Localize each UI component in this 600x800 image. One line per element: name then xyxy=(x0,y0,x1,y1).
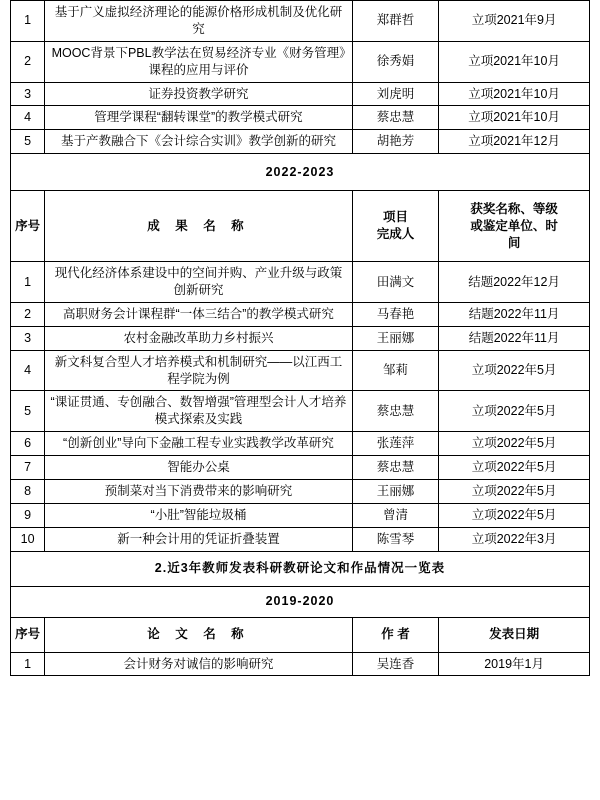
header-date: 获奖名称、等级 或鉴定单位、时 间 xyxy=(439,191,590,262)
row-no: 5 xyxy=(11,130,45,154)
row-name: 证券投资教学研究 xyxy=(45,82,353,106)
table-row xyxy=(11,456,590,480)
papers-section-title: 2.近3年教师发表科研教研论文和作品情况一览表 xyxy=(11,551,590,586)
projects-table-2021 xyxy=(10,0,590,676)
row-person: 田满文 xyxy=(352,262,438,303)
header-name: 成 果 名 称 xyxy=(45,191,353,262)
year-heading-row xyxy=(11,154,590,191)
row-date: 立项2022年5月 xyxy=(439,503,590,527)
table-row xyxy=(11,432,590,456)
row-date: 立项2022年5月 xyxy=(439,432,590,456)
row-no: 9 xyxy=(11,503,45,527)
row-person: 邹莉 xyxy=(352,350,438,391)
table-row xyxy=(11,503,590,527)
table-header-row xyxy=(11,191,590,262)
row-person: 郑群哲 xyxy=(352,1,438,42)
table-row xyxy=(11,106,590,130)
header-paper-name: 论 文 名 称 xyxy=(45,617,353,652)
row-no: 3 xyxy=(11,82,45,106)
row-date: 立项2022年3月 xyxy=(439,527,590,551)
row-name: “创新创业”导向下金融工程专业实践教学改革研究 xyxy=(45,432,353,456)
row-no: 1 xyxy=(11,652,45,676)
row-person: 蔡忠慧 xyxy=(352,456,438,480)
row-person: 曾清 xyxy=(352,503,438,527)
table-row xyxy=(11,391,590,432)
row-name: 新一种会计用的凭证折叠装置 xyxy=(45,527,353,551)
row-no: 4 xyxy=(11,106,45,130)
year-label-2019: 2019-2020 xyxy=(11,586,590,617)
row-name: 新文科复合型人才培养模式和机制研究——以江西工程学院为例 xyxy=(45,350,353,391)
row-person: 马春艳 xyxy=(352,302,438,326)
row-no: 6 xyxy=(11,432,45,456)
row-person: 张莲萍 xyxy=(352,432,438,456)
row-name: 农村金融改革助力乡村振兴 xyxy=(45,326,353,350)
year-label-2022: 2022-2023 xyxy=(11,154,590,191)
row-name: 现代化经济体系建设中的空间并购、产业升级与政策创新研究 xyxy=(45,262,353,303)
row-date: 立项2022年5月 xyxy=(439,391,590,432)
row-person: 王丽娜 xyxy=(352,479,438,503)
row-person: 徐秀娟 xyxy=(352,41,438,82)
row-no: 1 xyxy=(11,1,45,42)
row-name: 基于广义虚拟经济理论的能源价格形成机制及优化研究 xyxy=(45,1,353,42)
row-date: 立项2022年5月 xyxy=(439,456,590,480)
row-date: 立项2021年10月 xyxy=(439,82,590,106)
row-person: 陈雪琴 xyxy=(352,527,438,551)
row-name: 高职财务会计课程群“一体三结合”的教学模式研究 xyxy=(45,302,353,326)
row-person: 刘虎明 xyxy=(352,82,438,106)
header-publish-date: 发表日期 xyxy=(439,617,590,652)
table-row xyxy=(11,479,590,503)
table-row xyxy=(11,1,590,42)
row-name: 预制菜对当下消费带来的影响研究 xyxy=(45,479,353,503)
table-row xyxy=(11,326,590,350)
row-date: 立项2022年5月 xyxy=(439,479,590,503)
header-no: 序号 xyxy=(11,617,45,652)
row-name: 智能办公桌 xyxy=(45,456,353,480)
header-author: 作 者 xyxy=(352,617,438,652)
row-name: 基于产教融合下《会计综合实训》教学创新的研究 xyxy=(45,130,353,154)
row-person: 蔡忠慧 xyxy=(352,106,438,130)
row-no: 2 xyxy=(11,302,45,326)
row-person: 王丽娜 xyxy=(352,326,438,350)
row-date: 2019年1月 xyxy=(439,652,590,676)
row-name: 管理学课程“翻转课堂”的教学模式研究 xyxy=(45,106,353,130)
row-date: 结题2022年12月 xyxy=(439,262,590,303)
row-name: “小肚”智能垃圾桶 xyxy=(45,503,353,527)
row-date: 结题2022年11月 xyxy=(439,326,590,350)
row-person: 蔡忠慧 xyxy=(352,391,438,432)
row-name: “课证贯通、专创融合、数智增强”管理型会计人才培养模式探索及实践 xyxy=(45,391,353,432)
row-name: 会计财务对诚信的影响研究 xyxy=(45,652,353,676)
row-no: 3 xyxy=(11,326,45,350)
row-no: 5 xyxy=(11,391,45,432)
row-no: 10 xyxy=(11,527,45,551)
row-no: 2 xyxy=(11,41,45,82)
table-header-row xyxy=(11,617,590,652)
table-row xyxy=(11,41,590,82)
table-row xyxy=(11,262,590,303)
row-date: 立项2021年10月 xyxy=(439,106,590,130)
row-date: 结题2022年11月 xyxy=(439,302,590,326)
section-heading-row xyxy=(11,551,590,586)
row-name: MOOC背景下PBL教学法在贸易经济专业《财务管理》课程的应用与评价 xyxy=(45,41,353,82)
year-heading-row xyxy=(11,586,590,617)
table-row xyxy=(11,302,590,326)
row-no: 7 xyxy=(11,456,45,480)
header-no: 序号 xyxy=(11,191,45,262)
row-date: 立项2021年12月 xyxy=(439,130,590,154)
row-person: 胡艳芳 xyxy=(352,130,438,154)
row-no: 1 xyxy=(11,262,45,303)
table-row xyxy=(11,652,590,676)
row-date: 立项2021年9月 xyxy=(439,1,590,42)
row-author: 吴连香 xyxy=(352,652,438,676)
table-row xyxy=(11,527,590,551)
row-no: 8 xyxy=(11,479,45,503)
row-no: 4 xyxy=(11,350,45,391)
row-date: 立项2021年10月 xyxy=(439,41,590,82)
row-date: 立项2022年5月 xyxy=(439,350,590,391)
table-row xyxy=(11,350,590,391)
table-row xyxy=(11,82,590,106)
header-person: 项目 完成人 xyxy=(352,191,438,262)
table-row xyxy=(11,130,590,154)
